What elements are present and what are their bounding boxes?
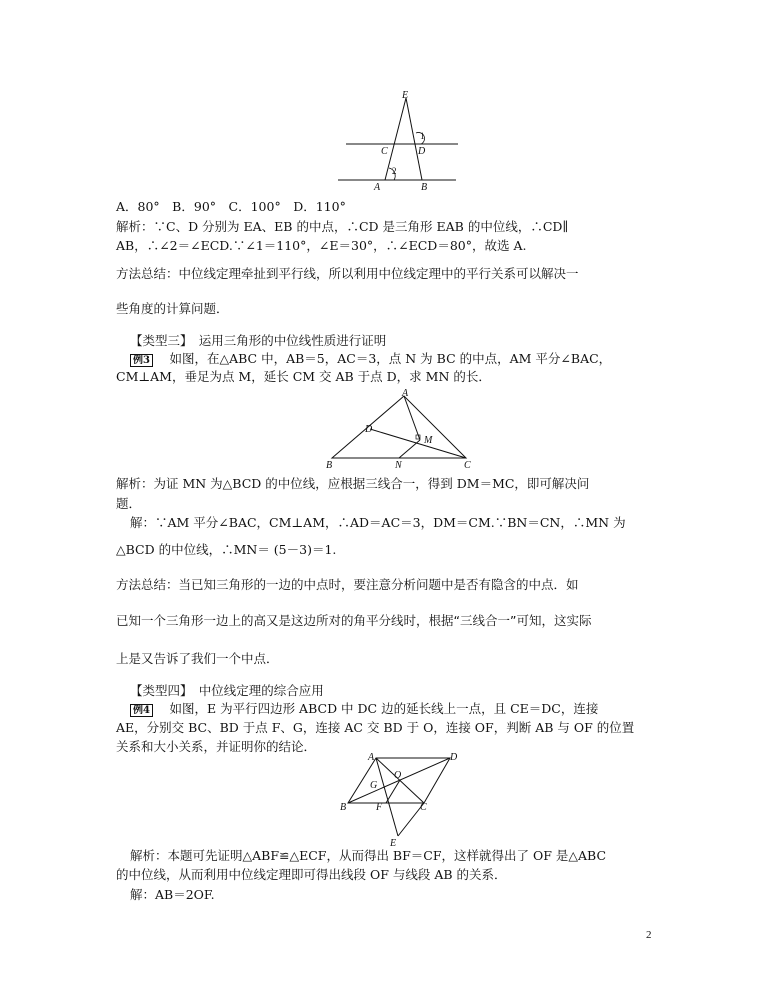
example3-line-2: CM⊥AM，垂足为点 M，延长 CM 交 AB 于点 D，求 MN 的长． — [116, 369, 491, 384]
label-C: C — [420, 802, 427, 813]
label-C: C — [381, 146, 388, 157]
method-summary-line-1: 方法总结：中位线定理牵扯到平行线，所以利用中位线定理中的平行关系可以解决一 — [116, 266, 579, 281]
figure-parallel-lines — [336, 88, 466, 194]
solution3-line-1: 解：∵AM 平分∠BAC，CM⊥AM，∴AD＝AC＝3，DM＝CM.∵BN＝CN，∴MN 为 — [130, 515, 626, 530]
example-4-badge: 例4 — [130, 704, 153, 717]
solution3-line-2: △BCD 的中位线，∴MN＝ (5－3)＝1. — [116, 542, 337, 557]
example-3-badge: 例3 — [130, 354, 153, 367]
section-heading-type4: 【类型四】 中位线定理的综合应用 — [130, 683, 324, 698]
label-O: O — [394, 770, 402, 781]
label-D: D — [450, 752, 458, 763]
page-number: 2 — [646, 929, 652, 941]
label-B: B — [326, 460, 333, 471]
label-B: B — [421, 182, 428, 193]
label-E: E — [402, 90, 409, 101]
method-summary2-line-1: 方法总结：当已知三角形的一边的中点时，要注意分析问题中是否有隐含的中点．如 — [116, 577, 579, 592]
analysis3-line-1: 解析：为证 MN 为△BCD 的中位线，应根据三线合一，得到 DM＝MC，即可解决问 — [116, 476, 590, 491]
label-D: D — [418, 146, 426, 157]
label-A: A — [368, 752, 375, 763]
example4-line-3: 关系和大小关系，并证明你的结论． — [116, 739, 317, 754]
analysis4-line-2: 的中位线，从而利用中位线定理即可得出线段 OF 与线段 AB 的关系． — [116, 867, 507, 882]
section-heading-type3: 【类型三】 运用三角形的中位线性质进行证明 — [130, 333, 387, 348]
label-E: E — [390, 838, 397, 849]
label-F: F — [376, 802, 383, 813]
example3-line-1 — [130, 349, 666, 368]
label-angle-2: 2 — [392, 166, 397, 176]
analysis3-line-2: 题． — [116, 496, 142, 511]
segment-MN — [399, 440, 420, 458]
triangle-ABC — [332, 396, 466, 458]
label-M: M — [424, 435, 433, 446]
method-summary2-line-2: 已知一个三角形一边上的高又是这边所对的角平分线时，根据“三线合一”可知，这实际 — [116, 613, 592, 628]
example4-line-1 — [130, 699, 666, 718]
figure-parallelogram — [334, 750, 464, 850]
label-D: D — [365, 424, 373, 435]
method-summary2-line-3: 上是又告诉了我们一个中点． — [116, 651, 279, 666]
method-summary-line-2: 些角度的计算问题． — [116, 301, 229, 316]
example4-text: 如图，E 为平行四边形 ABCD 中 DC 边的延长线上一点，且 CE＝DC，连接 — [169, 701, 599, 716]
figure-triangle-abc — [322, 388, 482, 472]
label-G: G — [370, 780, 378, 791]
answer-options: A．80° B．90° C．100° D．110° — [116, 199, 346, 214]
segment-AM — [404, 396, 420, 440]
label-A: A — [374, 182, 381, 193]
example4-line-2: AE，分别交 BC、BD 于点 F、G，连接 AC 交 BD 于 O，连接 OF，判断 AB 与 OF 的位置 — [116, 720, 635, 735]
label-B: B — [340, 802, 347, 813]
label-C: C — [464, 460, 471, 471]
analysis4-line-1: 解析：本题可先证明△ABF≌△ECF，从而得出 BF＝CF，这样就得出了 OF 是△ABC — [130, 848, 607, 863]
example3-text: 如图，在△ABC 中，AB＝5，AC＝3，点 N 为 BC 的中点，AM 平分∠BAC， — [169, 351, 612, 366]
analysis-line-2: AB，∴∠2＝∠ECD.∵∠1＝110°，∠E＝30°，∴∠ECD＝80°，故选 A. — [116, 238, 527, 253]
label-angle-1: 1 — [420, 131, 425, 141]
label-A: A — [402, 388, 409, 399]
solution4: 解：AB＝2OF. — [130, 887, 215, 902]
label-N: N — [395, 460, 402, 471]
analysis-line-1: 解析：∵C、D 分别为 EA、EB 的中点，∴CD 是三角形 EAB 的中位线，∴CD∥ — [116, 219, 569, 234]
